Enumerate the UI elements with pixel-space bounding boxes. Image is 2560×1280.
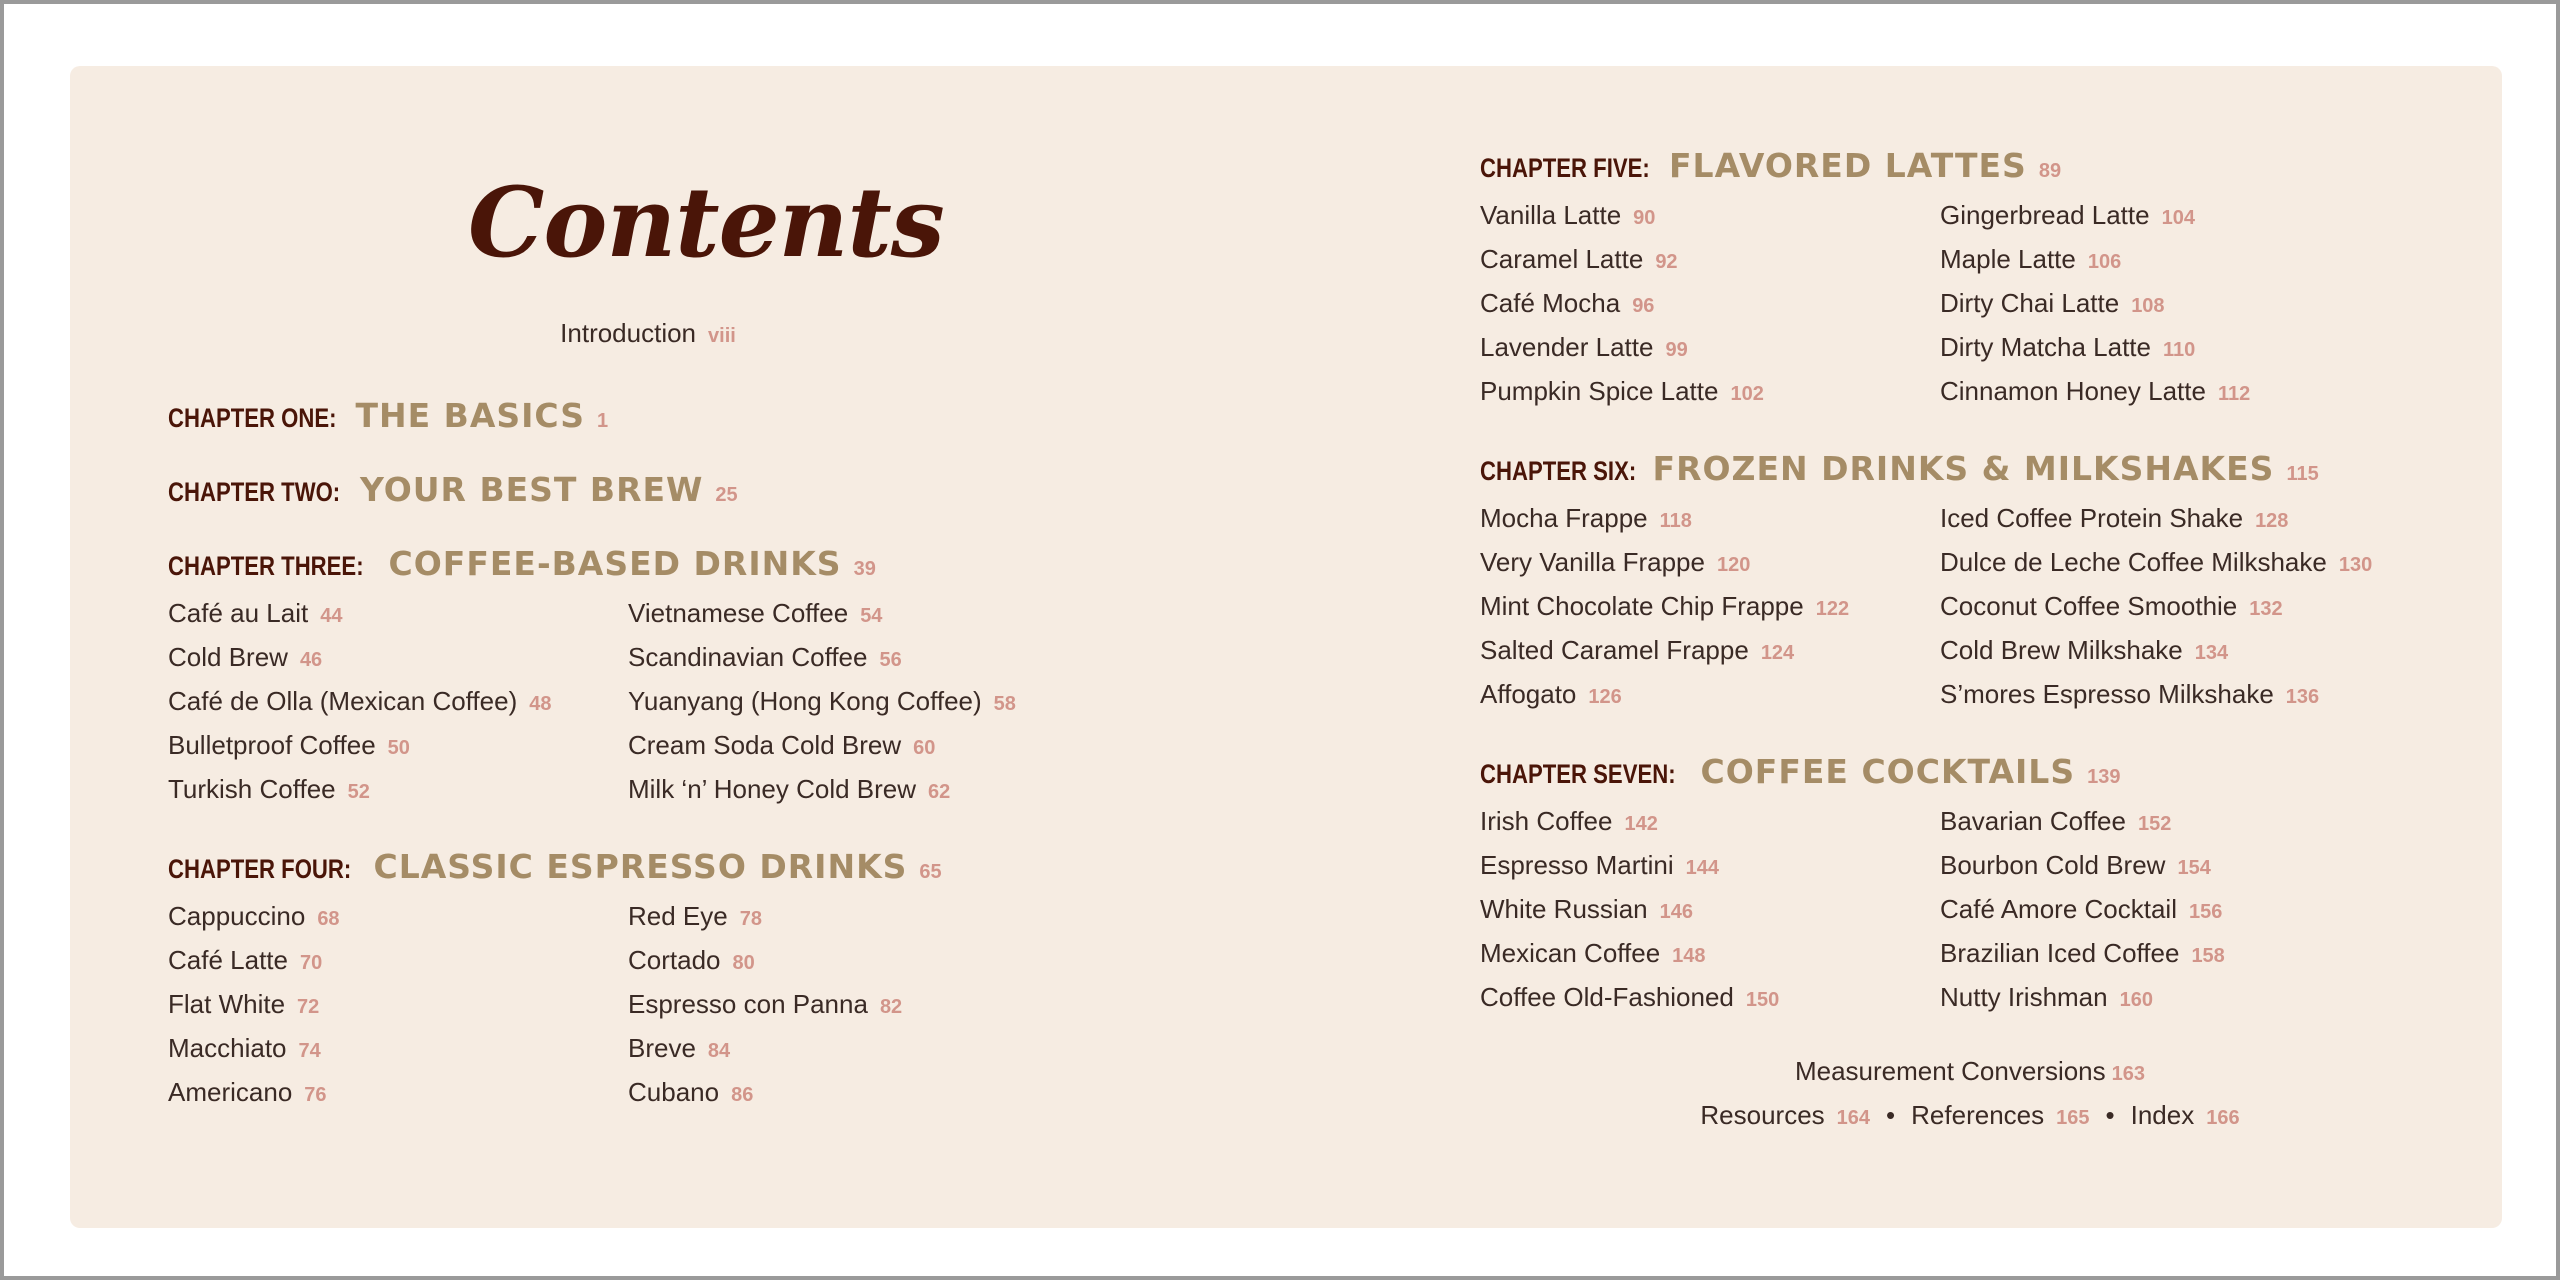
chapter-heading[interactable]	[168, 470, 738, 509]
entry-name: Affogato	[1480, 679, 1577, 709]
entry-page: 60	[913, 737, 936, 759]
toc-entry[interactable]	[628, 598, 882, 631]
entry-name: Irish Coffee	[1480, 806, 1613, 836]
toc-entry[interactable]	[628, 686, 1016, 719]
entry-name: Nutty Irishman	[1940, 982, 2108, 1012]
entry-name: Breve	[628, 1033, 696, 1063]
toc-entry[interactable]	[628, 730, 935, 763]
chapter-label: CHAPTER SIX:	[1480, 456, 1637, 486]
toc-entry[interactable]	[1940, 591, 2283, 624]
entry-name: Cold Brew Milkshake	[1940, 635, 2183, 665]
toc-entry[interactable]	[168, 774, 370, 807]
entry-page: 70	[299, 952, 323, 974]
entry-page: 99	[1665, 339, 1688, 361]
chapter-page: 39	[853, 558, 876, 580]
chapter-heading[interactable]	[168, 396, 608, 435]
toc-entry[interactable]	[168, 598, 342, 631]
entry-name: Gingerbread Latte	[1940, 200, 2150, 230]
entry-name: Iced Coffee Protein Shake	[1940, 503, 2244, 533]
toc-entry[interactable]	[1480, 244, 1678, 277]
entry-page: 130	[2338, 554, 2373, 576]
entry-name: Vanilla Latte	[1480, 200, 1622, 230]
entry-page: 156	[2188, 901, 2223, 923]
toc-entry[interactable]	[1480, 635, 1794, 668]
entry-name: Dirty Matcha Latte	[1940, 332, 2151, 362]
entry-page: 80	[732, 952, 755, 974]
entry-page: 128	[2255, 510, 2289, 532]
entry-name: Café Amore Cocktail	[1940, 894, 2177, 924]
toc-entry[interactable]	[628, 1077, 753, 1110]
entry-page: 150	[1745, 989, 1780, 1011]
measurement-entry[interactable]	[1480, 1056, 2460, 1087]
toc-entry[interactable]	[1480, 850, 1719, 883]
resources-page: 164	[1836, 1107, 1871, 1129]
chapter-title: COFFEE COCKTAILS	[1700, 752, 2076, 791]
toc-entry[interactable]	[1480, 938, 1706, 971]
entry-name: Americano	[168, 1077, 293, 1107]
entry-page: 68	[317, 908, 340, 930]
entry-page: 108	[2131, 295, 2165, 317]
chapter-label: CHAPTER FOUR:	[168, 854, 352, 884]
entry-name: Yuanyang (Hong Kong Coffee)	[628, 686, 982, 716]
entry-name: Flat White	[168, 989, 286, 1019]
resources-entry[interactable]	[1700, 1100, 1870, 1130]
toc-entry[interactable]	[1480, 806, 1658, 839]
entry-name: Cortado	[628, 945, 721, 975]
chapter-label: CHAPTER ONE:	[168, 403, 337, 433]
entry-name: Cinnamon Honey Latte	[1940, 376, 2206, 406]
chapter-page: 25	[715, 484, 738, 506]
entry-name: Caramel Latte	[1480, 244, 1644, 274]
toc-entry[interactable]	[1940, 547, 2372, 580]
entry-page: 146	[1659, 901, 1693, 923]
chapter-title: FROZEN DRINKS & MILKSHAKES	[1652, 449, 2275, 488]
intro-page: viii	[708, 325, 736, 347]
entry-name: Café Mocha	[1480, 288, 1621, 318]
entry-page: 112	[2217, 383, 2251, 405]
measurement-page: 163	[2111, 1063, 2146, 1085]
toc-entry[interactable]	[1480, 547, 1750, 580]
chapter-page: 65	[919, 861, 942, 883]
chapter-title: YOUR BEST BREW	[359, 470, 704, 509]
entry-name: Coffee Old-Fashioned	[1480, 982, 1734, 1012]
chapter-heading[interactable]	[168, 544, 876, 583]
entry-page: 54	[860, 605, 883, 627]
entry-name: Mocha Frappe	[1480, 503, 1648, 533]
entry-name: S’mores Espresso Milkshake	[1940, 679, 2274, 709]
entry-name: Scandinavian Coffee	[628, 642, 868, 672]
entry-page: 78	[739, 908, 762, 930]
toc-entry[interactable]	[1940, 894, 2222, 927]
contents-page	[70, 66, 2502, 1228]
toc-entry[interactable]	[1480, 894, 1693, 927]
entry-name: Milk ‘n’ Honey Cold Brew	[628, 774, 917, 804]
chapter-heading[interactable]	[1480, 449, 2319, 488]
entry-page: 92	[1655, 251, 1678, 273]
chapter-title: FLAVORED LATTES	[1669, 146, 2027, 185]
entry-page: 132	[2249, 598, 2283, 620]
index-entry[interactable]	[2131, 1100, 2240, 1130]
toc-entry[interactable]	[168, 1077, 327, 1110]
entry-name: Dirty Chai Latte	[1940, 288, 2120, 318]
toc-entry[interactable]	[1940, 806, 2171, 839]
entry-page: 102	[1730, 383, 1764, 405]
entry-name: Cappuccino	[168, 901, 306, 931]
entry-name: Red Eye	[628, 901, 728, 931]
entry-page: 48	[529, 693, 552, 715]
toc-entry[interactable]	[168, 686, 552, 719]
entry-name: Macchiato	[168, 1033, 287, 1063]
references-label: References	[1911, 1100, 2045, 1130]
toc-entry[interactable]	[1480, 982, 1779, 1015]
toc-entry[interactable]	[1940, 288, 2165, 321]
entry-name: Espresso con Panna	[628, 989, 868, 1019]
backmatter-line	[1480, 1100, 2460, 1131]
entry-name: Bavarian Coffee	[1940, 806, 2126, 836]
entry-page: 96	[1632, 295, 1655, 317]
entry-page: 144	[1685, 857, 1719, 879]
chapter-label: CHAPTER THREE:	[168, 551, 364, 581]
entry-page: 152	[2137, 813, 2172, 835]
entry-page: 82	[879, 996, 903, 1018]
measurement-label: Measurement Conversions	[1794, 1056, 2106, 1086]
intro-label: Introduction	[560, 318, 697, 348]
toc-entry[interactable]	[628, 945, 755, 978]
toc-entry[interactable]	[1480, 200, 1655, 233]
entry-page: 44	[320, 605, 343, 627]
entry-name: Espresso Martini	[1480, 850, 1674, 880]
entry-name: Café au Lait	[168, 598, 309, 628]
chapter-label: CHAPTER SEVEN:	[1480, 759, 1676, 789]
toc-entry[interactable]	[1940, 938, 2225, 971]
chapter-heading[interactable]	[1480, 752, 2120, 791]
entry-page: 126	[1588, 686, 1622, 708]
entry-name: White Russian	[1480, 894, 1648, 924]
entry-name: Turkish Coffee	[168, 774, 336, 804]
chapter-title: CLASSIC ESPRESSO DRINKS	[373, 847, 908, 886]
toc-entry[interactable]	[168, 945, 322, 978]
entry-name: Very Vanilla Frappe	[1480, 547, 1705, 577]
toc-entry[interactable]	[628, 901, 762, 934]
entry-name: Mint Chocolate Chip Frappe	[1480, 591, 1804, 621]
entry-name: Pumpkin Spice Latte	[1480, 376, 1719, 406]
toc-entry[interactable]	[168, 642, 322, 675]
chapter-page: 139	[2087, 766, 2121, 788]
entry-page: 106	[2087, 251, 2122, 273]
entry-page: 50	[387, 737, 410, 759]
entry-page: 122	[1815, 598, 1850, 620]
toc-entry[interactable]	[1480, 332, 1688, 365]
toc-entry[interactable]	[1940, 850, 2211, 883]
entry-page: 118	[1659, 510, 1692, 532]
separator-dot: •	[2105, 1100, 2115, 1130]
index-page: 166	[2206, 1107, 2240, 1129]
entry-page: 160	[2119, 989, 2153, 1011]
entry-name: Café Latte	[168, 945, 288, 975]
entry-page: 62	[928, 781, 951, 803]
toc-entry[interactable]	[1940, 635, 2228, 668]
intro-entry[interactable]	[468, 318, 828, 349]
entry-page: 56	[879, 649, 902, 671]
chapter-title: THE BASICS	[355, 396, 586, 435]
toc-entry[interactable]	[1480, 288, 1654, 321]
toc-entry[interactable]	[168, 1033, 321, 1066]
entry-page: 134	[2194, 642, 2229, 664]
entry-page: 74	[298, 1040, 321, 1062]
toc-entry[interactable]	[1480, 503, 1692, 536]
entry-page: 158	[2191, 945, 2225, 967]
entry-page: 52	[347, 781, 370, 803]
toc-entry[interactable]	[1940, 376, 2250, 409]
entry-page: 154	[2177, 857, 2211, 879]
chapter-label: CHAPTER TWO:	[168, 477, 341, 507]
toc-entry[interactable]	[1940, 332, 2195, 365]
entry-page: 58	[993, 693, 1016, 715]
entry-page: 136	[2285, 686, 2320, 708]
chapter-label: CHAPTER FIVE:	[1480, 153, 1650, 183]
page-title: Contents	[468, 166, 944, 279]
entry-page: 110	[2162, 339, 2196, 361]
references-entry[interactable]	[1911, 1100, 2089, 1130]
toc-entry[interactable]	[168, 989, 319, 1022]
toc-entry[interactable]	[1480, 591, 1849, 624]
entry-name: Bourbon Cold Brew	[1940, 850, 2166, 880]
toc-entry[interactable]	[1480, 376, 1764, 409]
entry-name: Salted Caramel Frappe	[1480, 635, 1749, 665]
entry-page: 76	[304, 1084, 327, 1106]
references-page: 165	[2056, 1107, 2090, 1129]
entry-page: 84	[707, 1040, 731, 1062]
entry-name: Café de Olla (Mexican Coffee)	[168, 686, 518, 716]
toc-entry[interactable]	[168, 730, 410, 763]
toc-entry[interactable]	[1480, 679, 1622, 712]
entry-name: Cream Soda Cold Brew	[628, 730, 902, 760]
toc-entry[interactable]	[628, 774, 950, 807]
toc-entry[interactable]	[1940, 982, 2153, 1015]
entry-name: Bulletproof Coffee	[168, 730, 376, 760]
entry-name: Brazilian Iced Coffee	[1940, 938, 2180, 968]
toc-entry[interactable]	[168, 901, 340, 934]
entry-name: Mexican Coffee	[1480, 938, 1661, 968]
resources-label: Resources	[1700, 1100, 1825, 1130]
index-label: Index	[2130, 1100, 2195, 1130]
entry-page: 142	[1624, 813, 1658, 835]
chapter-page: 115	[2286, 463, 2319, 485]
entry-name: Lavender Latte	[1480, 332, 1654, 362]
entry-name: Coconut Coffee Smoothie	[1940, 591, 2238, 621]
entry-page: 86	[731, 1084, 754, 1106]
entry-name: Vietnamese Coffee	[628, 598, 849, 628]
entry-page: 148	[1672, 945, 1706, 967]
toc-entry[interactable]	[1940, 244, 2121, 277]
chapter-page: 1	[597, 410, 609, 432]
chapter-page: 89	[2038, 160, 2062, 182]
entry-page: 46	[299, 649, 323, 671]
entry-name: Maple Latte	[1940, 244, 2076, 274]
separator-dot: •	[1886, 1100, 1896, 1130]
chapter-title: COFFEE-BASED DRINKS	[388, 544, 842, 583]
toc-entry[interactable]	[628, 989, 902, 1022]
toc-entry[interactable]	[628, 1033, 730, 1066]
chapter-heading[interactable]	[1480, 146, 2061, 185]
entry-name: Dulce de Leche Coffee Milkshake	[1940, 547, 2327, 577]
toc-entry[interactable]	[1940, 679, 2319, 712]
toc-entry[interactable]	[1940, 200, 2195, 233]
entry-page: 72	[297, 996, 320, 1018]
entry-name: Cubano	[628, 1077, 720, 1107]
chapter-heading[interactable]	[168, 847, 942, 886]
toc-entry[interactable]	[1940, 503, 2288, 536]
entry-page: 120	[1716, 554, 1751, 576]
entry-page: 90	[1633, 207, 1656, 229]
entry-page: 124	[1760, 642, 1795, 664]
entry-name: Cold Brew	[168, 642, 288, 672]
toc-entry[interactable]	[628, 642, 902, 675]
entry-page: 104	[2161, 207, 2195, 229]
